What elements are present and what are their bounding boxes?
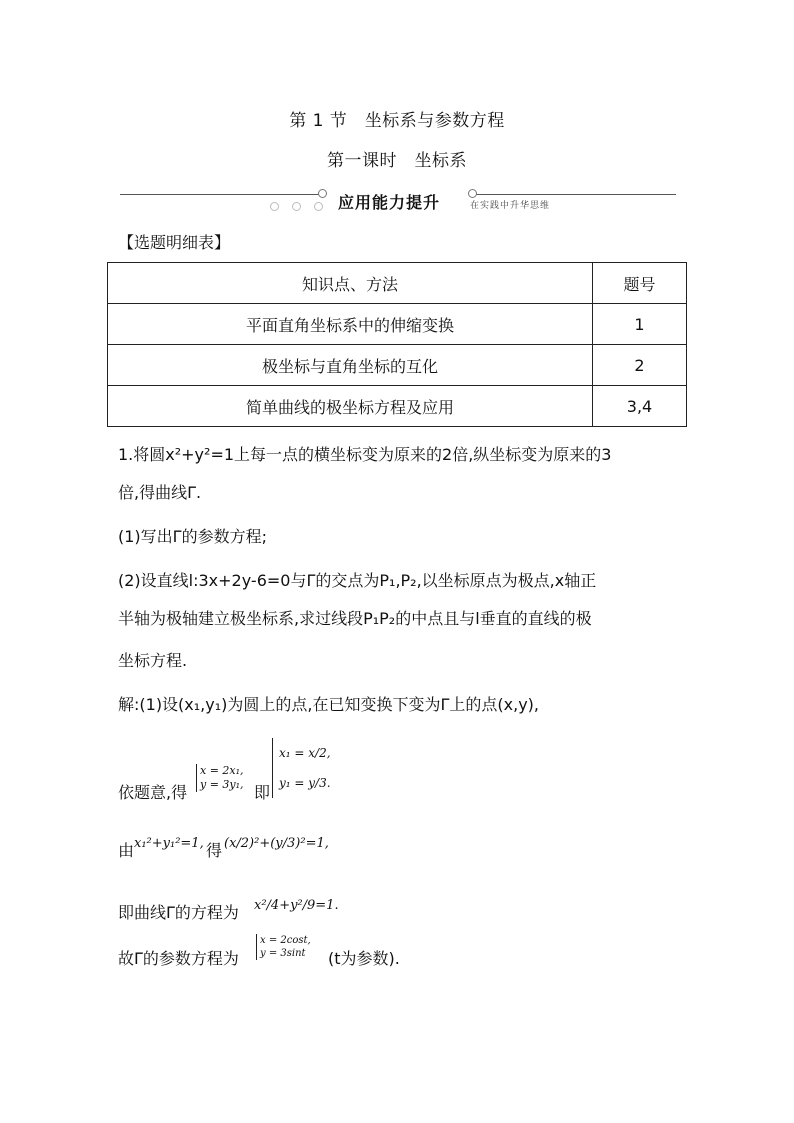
- banner-dot-icon: [270, 202, 279, 211]
- equation: x = 2x₁,: [200, 764, 244, 777]
- section-title: 第 1 节 坐标系与参数方程: [289, 111, 505, 131]
- solution-line: 解:(1)设(x₁,y₁)为圆上的点,在已知变换下变为Γ上的点(x,y),: [118, 695, 539, 714]
- solution-text: 得: [206, 841, 223, 860]
- solution-text: 故Γ的参数方程为: [118, 949, 239, 968]
- equation: (x/2)²+(y/3)²=1,: [224, 836, 329, 851]
- system-equations: [196, 764, 244, 792]
- detail-table: [107, 262, 687, 427]
- table-caption: 【选题明细表】: [118, 233, 231, 252]
- table-header-row: [108, 263, 687, 304]
- table-header-cell: 知识点、方法: [108, 263, 593, 304]
- banner-dot-icon: [468, 189, 477, 198]
- system-equations: [272, 738, 331, 798]
- lesson-title: 第一课时 坐标系: [327, 151, 467, 171]
- solution-text: 即曲线Γ的方程为: [118, 903, 239, 922]
- problem-part-2: 半轴为极轴建立极坐标系,求过线段P₁P₂的中点且与l垂直的直线的极: [118, 609, 592, 628]
- banner-right-rule: [470, 194, 676, 195]
- banner-subtitle: 在实践中升华思维: [470, 201, 551, 211]
- table-cell: 2: [593, 345, 687, 386]
- solution-text: 依题意,得: [118, 783, 188, 802]
- solution-text: 由: [118, 841, 135, 860]
- table-cell: 极坐标与直角坐标的互化: [108, 345, 593, 386]
- problem-part-2: (2)设直线l:3x+2y-6=0与Γ的交点为P₁,P₂,以坐标原点为极点,x轴正: [118, 571, 597, 590]
- banner-label: 应用能力提升: [338, 193, 441, 212]
- problem-part-2: 坐标方程.: [118, 651, 188, 670]
- table-cell: 平面直角坐标系中的伸缩变换: [108, 304, 593, 345]
- banner-dot-icon: [314, 202, 323, 211]
- equation: x₁ = x/2,: [279, 746, 331, 760]
- equation: x₁²+y₁²=1,: [134, 836, 204, 851]
- solution-text: 即: [254, 783, 271, 802]
- solution-text: (t为参数).: [328, 949, 400, 968]
- problem-line: 1.将圆x²+y²=1上每一点的横坐标变为原来的2倍,纵坐标变为原来的3: [118, 445, 612, 464]
- banner-left-rule: [120, 194, 320, 195]
- section-banner: [120, 186, 676, 216]
- banner-dot-icon: [318, 189, 327, 198]
- table-header-cell: 题号: [593, 263, 687, 304]
- table-cell: 1: [593, 304, 687, 345]
- equation: x = 2cost,: [260, 935, 311, 946]
- equation: y = 3sint: [260, 948, 306, 959]
- equation: y₁ = y/3.: [279, 776, 331, 790]
- problem-line: 倍,得曲线Γ.: [118, 483, 202, 502]
- problem-part-1: (1)写出Γ的参数方程;: [118, 527, 267, 546]
- table-row: [108, 304, 687, 345]
- table-row: [108, 345, 687, 386]
- equation: x²/4+y²/9=1.: [254, 898, 339, 913]
- equation: y = 3y₁,: [200, 778, 244, 791]
- table-cell: 3,4: [593, 386, 687, 427]
- table-cell: 简单曲线的极坐标方程及应用: [108, 386, 593, 427]
- table-row: [108, 386, 687, 427]
- banner-dot-icon: [292, 202, 301, 211]
- system-equations: [256, 934, 311, 960]
